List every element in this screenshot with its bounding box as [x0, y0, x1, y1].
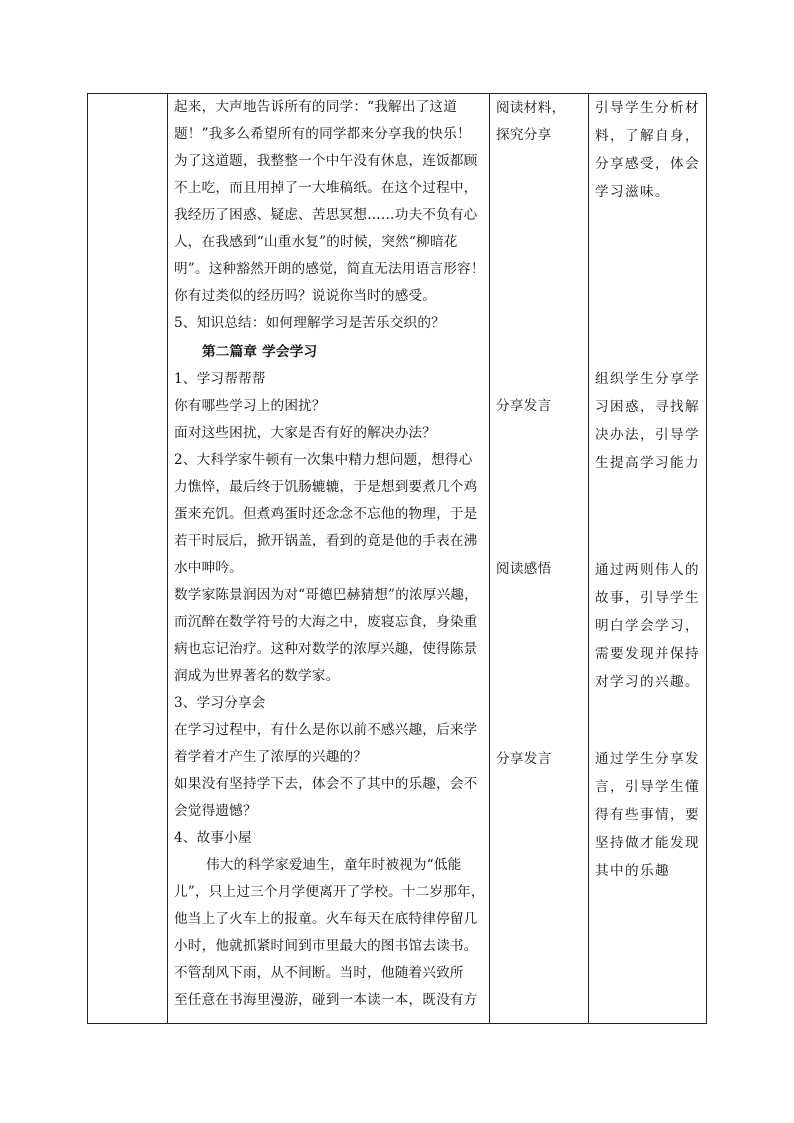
purpose-text: 坚持做才能发现	[595, 835, 700, 851]
activity-text: 分享发言	[496, 398, 552, 414]
content-line: 你有哪些学习上的困扰？	[174, 398, 326, 414]
content-line: 不上吃，而且用掉了一大堆稿纸。在这个过程中，	[174, 180, 478, 196]
content-line: 3、学习分享会	[174, 695, 266, 711]
content-line: 小时，他就抓紧时间到市里最大的图书馆去读书。	[174, 938, 478, 954]
purpose-text: 得有些事情，要	[595, 807, 700, 823]
purpose-text: 引导学生分析材	[595, 100, 700, 116]
purpose-text: 通过两则伟人的	[595, 562, 700, 578]
content-line: 2、大科学家牛顿有一次集中精力想问题，想得心	[174, 452, 473, 468]
purpose-text: 决办法，引导学	[595, 427, 700, 443]
activity-text: 分享发言	[496, 751, 552, 767]
content-line: 在学习过程中，有什么是你以前不感兴趣，后来学	[174, 722, 478, 738]
content-line: 而沉醉在数学符号的大海之中，废寝忘食，身染重	[174, 614, 478, 630]
content-line: 起来，大声地告诉所有的同学：“我解出了这道	[174, 99, 458, 115]
activity-text: 阅读感悟	[496, 561, 552, 577]
content-line: 着学着才产生了浓厚的兴趣的？	[174, 749, 368, 765]
content-line: 蛋来充饥。但煮鸡蛋时还念念不忘他的物理，于是	[174, 506, 478, 522]
content-line: 题！”我多么希望所有的同学都来分享我的快乐！	[174, 126, 471, 142]
purpose-text: 故事，引导学生	[595, 590, 700, 606]
section-heading: 第二篇章 学会学习	[202, 344, 318, 360]
content-line: 数学家陈景润因为对“哥德巴赫猜想”的浓厚兴趣，	[174, 587, 478, 603]
content-line: 病也忘记治疗。这种对数学的浓厚兴趣，使得陈景	[174, 641, 478, 657]
purpose-text: 其中的乐趣	[595, 863, 670, 879]
content-line: 5、知识总结：如何理解学习是苦乐交织的？	[174, 315, 445, 331]
content-line: 面对这些困扰，大家是否有好的解决办法？	[174, 425, 437, 441]
content-line: 力憔悴，最后终于饥肠辘辘，于是想到要煮几个鸡	[174, 479, 478, 495]
content-line: 若干时辰后，掀开锅盖，看到的竟是他的手表在沸	[174, 533, 478, 549]
content-line: 1、学习帮帮帮	[174, 371, 266, 387]
teaching-content-column	[168, 94, 490, 1023]
student-activity-column	[490, 94, 589, 1023]
content-line: 人，在我感到“山重水复”的时候，突然“柳暗花	[174, 234, 458, 250]
content-line: 水中呻吟。	[174, 560, 243, 576]
content-line: 你有过类似的经历吗？说说你当时的感受。	[174, 288, 437, 304]
content-line: 会觉得遗憾？	[174, 803, 257, 819]
purpose-text: 对学习的兴趣。	[595, 674, 700, 690]
purpose-text: 言，引导学生懂	[595, 779, 700, 795]
purpose-text: 需要发现并保持	[595, 646, 700, 662]
content-line: 不管刮风下雨，从不间断。当时，他随着兴致所	[174, 965, 464, 981]
content-line: 儿”，只上过三个月学便离开了学校。十二岁那年，	[174, 884, 485, 900]
content-line: 至任意在书海里漫游，碰到一本读一本，既没有方	[174, 992, 478, 1008]
purpose-text: 学习滋味。	[595, 184, 670, 200]
purpose-text: 习困惑，寻找解	[595, 399, 700, 415]
purpose-text: 料，了解自身，	[595, 128, 700, 144]
design-intent-column	[589, 94, 707, 1023]
purpose-text: 明白学会学习，	[595, 618, 700, 634]
purpose-text: 分享感受，体会	[595, 156, 700, 172]
content-line: 如果没有坚持学下去，体会不了其中的乐趣，会不	[174, 776, 478, 792]
content-line: 明”。这种豁然开朗的感觉，简直无法用语言形容！	[174, 261, 485, 277]
content-line: 为了这道题，我整整一个中午没有休息，连饭都顾	[174, 153, 478, 169]
purpose-text: 生提高学习能力	[595, 455, 700, 471]
content-line: 我经历了困惑、疑虑、苦思冥想……功夫不负有心	[174, 207, 478, 223]
purpose-text: 组织学生分享学	[595, 371, 700, 387]
content-line: 润成为世界著名的数学家。	[174, 668, 340, 684]
blank-column	[88, 94, 168, 1023]
activity-text: 探究分享	[496, 127, 552, 143]
lesson-plan-table	[87, 93, 707, 1024]
content-line: 4、故事小屋	[174, 830, 252, 846]
purpose-text: 通过学生分享发	[595, 751, 700, 767]
content-line: 他当上了火车上的报童。火车每天在底特律停留几	[174, 911, 478, 927]
activity-text: 阅读材料，	[496, 100, 566, 116]
content-line: 伟大的科学家爱迪生，童年时被视为“低能	[206, 857, 462, 873]
